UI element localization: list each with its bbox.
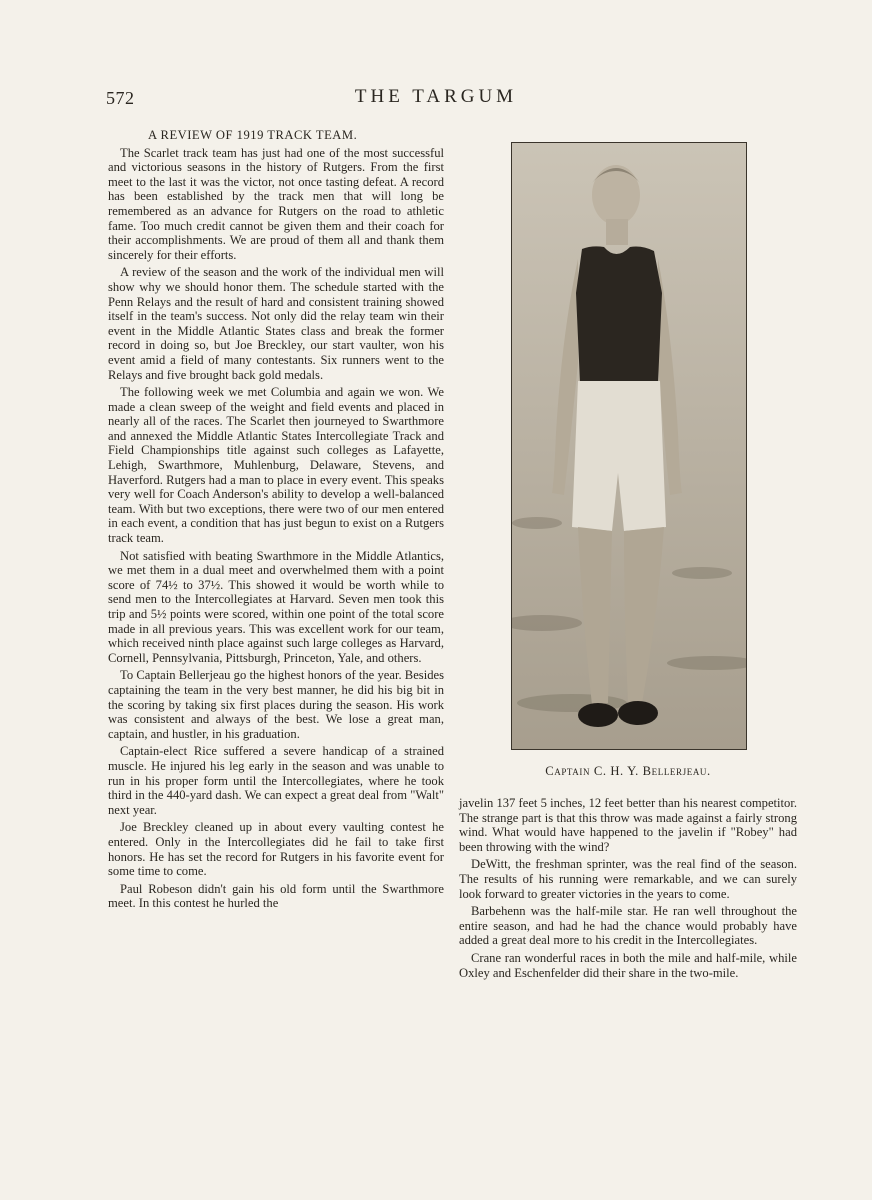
paragraph: The following week we met Columbia and again we won. We made a clean sweep of the weight and field events and placed in nearly all of the races. The Scarlet then journeyed to Swarthmore and annexed the Middle Atlantic States Intercollegiate Track and Field Championships title against such colleges as Lafayette, Lehigh, Swarthmore, Muhlenburg, Delaware, Stevens, and Haverford. Rutgers had a man to place in every event. This speaks very well for Coach Anderson's ability to develop a well-balanced team. With but two exceptions, there were two of our men entered in each event, a condition that has just begun to exist on a Rutgers track team. (108, 385, 444, 546)
paragraph: DeWitt, the freshman sprinter, was the real find of the season. The results of his running were remarkable, and we can surely look forward to greater victories in the years to come. (459, 857, 797, 901)
athlete-portrait (512, 143, 746, 749)
running-head: THE TARGUM (354, 86, 518, 107)
paragraph: Paul Robeson didn't gain his old form until the Swarthmore meet. In this contest he hurled the (108, 881, 444, 911)
page-number: 572 (106, 88, 135, 108)
paragraph: A review of the season and the work of the individual men will show why we should honor them. The schedule started with the Penn Relays and the result of hard and consistent training showed itself in the team's success. Not only did the relay team win their event in the Middle Atlantic States class and break the former record in doing so, but Joe Breckley, our start vaulter, won his event amid a field of many contestants. Six runners went to the Relays and five brought back gold medals. (108, 265, 444, 382)
article-right-column (459, 796, 797, 983)
paragraph: Captain-elect Rice suffered a severe handicap of a strained muscle. He injured his leg early in the season and was unable to run in his proper form until the Intercollegiates, where he took third in the 440-yard dash. We can expect a great deal from "Walt" next year. (108, 744, 444, 817)
photo-caption: Captain C. H. Y. Bellerjeau. (545, 764, 711, 778)
paragraph: Joe Breckley cleaned up in about every vaulting contest he entered. Only in the Intercollegiates did he fail to take first honors. He has set the record for Rutgers in his favorite event for some time to come. (108, 820, 444, 879)
paragraph: Not satisfied with beating Swarthmore in the Middle Atlantics, we met them in a dual meet and overwhelmed them with a point score of 74½ to 37½. This showed it would be worth while to send men to the Intercollegiates at Harvard. Seven men took this trip and 5½ points were scored, within one point of the total score made in all previous years. This was excellent work for our team, which received ninth place against such large colleges as Harvard, Cornell, Pennsylvania, Pittsburgh, Princeton, Yale, and others. (108, 548, 444, 665)
captain-photo (511, 142, 747, 750)
paragraph: Crane ran wonderful races in both the mile and half-mile, while Oxley and Eschenfelder did their share in the two-mile. (459, 950, 797, 980)
paragraph: Barbehenn was the half-mile star. He ran well throughout the entire season, and had he had the chance would probably have added a great deal more to his credit in the Intercollegiates. (459, 904, 797, 948)
paragraph: javelin 137 feet 5 inches, 12 feet better than his nearest competitor. The strange part is that this throw was made against a fairly strong wind. What would have happened to the javelin if "Robey" had been throwing with the wind? (459, 796, 797, 854)
article-left-column (108, 128, 444, 914)
article-title: A REVIEW OF 1919 TRACK TEAM. (148, 128, 358, 142)
paragraph: The Scarlet track team has just had one of the most successful and victorious seasons in the history of Rutgers. From the first meet to the last it was the victor, not once tasting defeat. A record has been established by the track men that will long be remembered as an advance for Rutgers on the road to athletic fame. Too much credit cannot be given them and their coach for their accomplishments. We are proud of them all and thank them sincerely for their efforts. (108, 145, 444, 262)
paragraph: To Captain Bellerjeau go the highest honors of the year. Besides captaining the team in the very best manner, he did his big bit in the scoring by taking six first places during the season. His work was consistent and always of the best. We lose a great man, captain, and hustler, in his graduation. (108, 668, 444, 741)
